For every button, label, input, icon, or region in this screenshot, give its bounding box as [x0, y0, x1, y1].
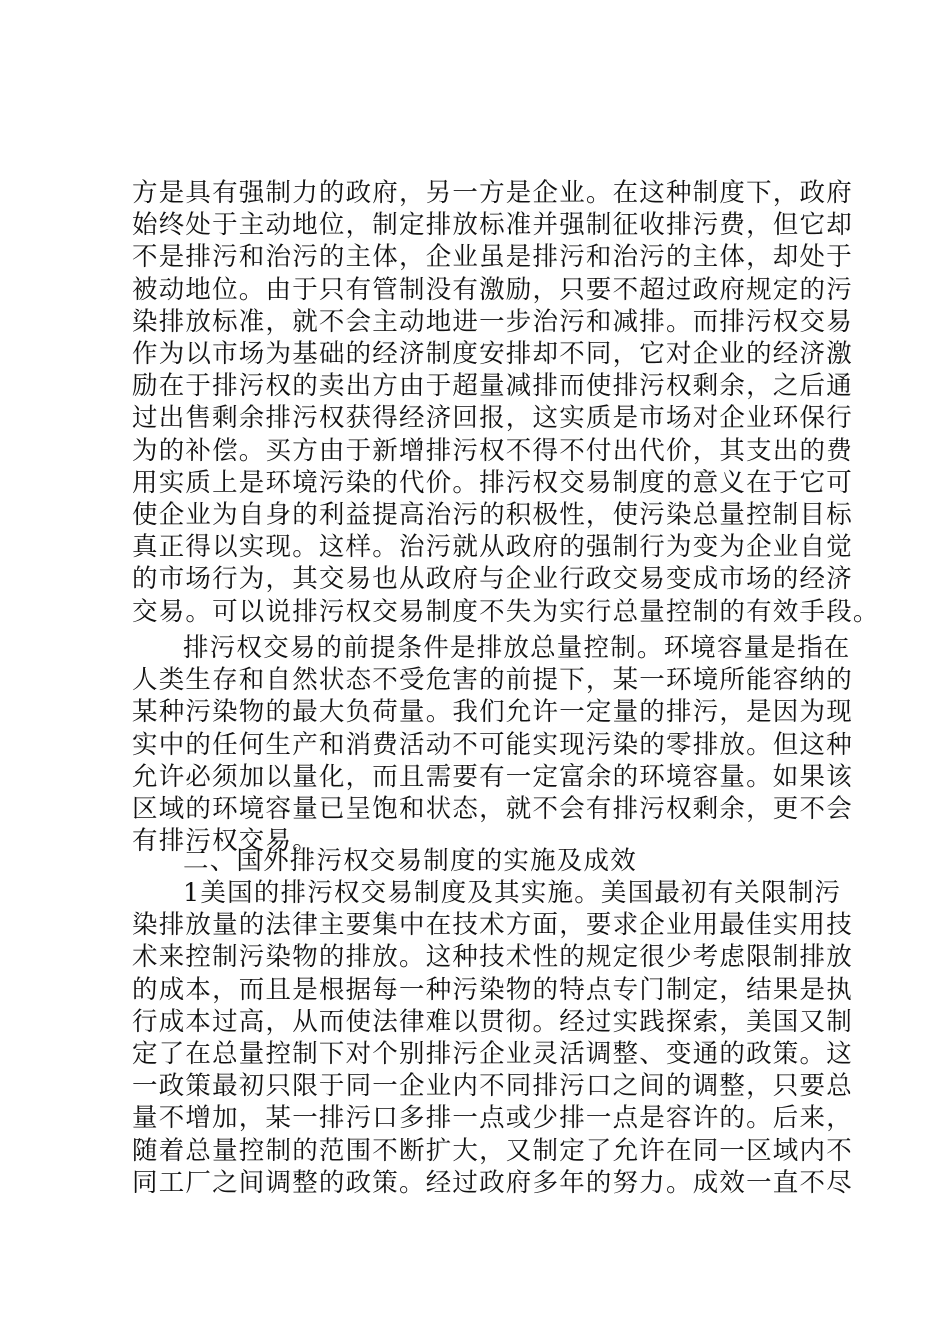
text-line: 实中的任何生产和消费活动不可能实现污染的零排放。但这种 [132, 729, 853, 760]
text-line: 随着总量控制的范围不断扩大，又制定了允许在同一区域内不 [132, 1135, 853, 1166]
text-line: 量不增加，某一排污口多排一点或少排一点是容许的。后来， [132, 1103, 853, 1134]
text-line: 交易。可以说排污权交易制度不失为实行总量控制的有效手段。 [132, 596, 880, 627]
text-line: 真正得以实现。这样。治污就从政府的强制行为变为企业自觉 [132, 532, 853, 563]
section-heading: 二、国外排污权交易制度的实施及成效 [183, 846, 637, 876]
text-line: 始终处于主动地位，制定排放标准并强制征收排污费，但它却 [132, 210, 853, 241]
text-line: 定了在总量控制下对个别排污企业灵活调整、变通的政策。这 [132, 1039, 853, 1070]
text-line: 同工厂之间调整的政策。经过政府多年的努力。成效一直不尽 [132, 1167, 853, 1198]
text-line: 区域的环境容量已呈饱和状态，就不会有排污权剩余，更不会 [132, 794, 853, 825]
section-heading-block [132, 845, 832, 877]
text-line: 的成本，而且是根据每一种污染物的特点专门制定，结果是执 [132, 974, 853, 1005]
paragraph-2 [132, 632, 853, 857]
text-line: 励在于排污权的卖出方由于超量减排而使排污权剩余，之后通 [132, 371, 853, 402]
text-line: 染排放量的法律主要集中在技术方面，要求企业用最佳实用技 [132, 910, 853, 941]
text-line: 方是具有强制力的政府，另一方是企业。在这种制度下，政府 [132, 178, 853, 208]
text-line: 术来控制污染物的排放。这种技术性的规定很少考虑限制排放 [132, 942, 853, 973]
text-line: 人类生存和自然状态不受危害的前提下，某一环境所能容纳的 [132, 665, 853, 696]
text-line: 一政策最初只限于同一企业内不同排污口之间的调整，只要总 [132, 1071, 853, 1102]
text-line: 1美国的排污权交易制度及其实施。美国最初有关限制污 [183, 878, 842, 908]
text-line: 被动地位。由于只有管制没有激励，只要不超过政府规定的污 [132, 274, 853, 305]
text-line: 不是排污和治污的主体，企业虽是排污和治污的主体，却处于 [132, 242, 853, 273]
text-line: 染排放标准，就不会主动地进一步治污和减排。而排污权交易 [132, 306, 853, 337]
text-line: 某种污染物的最大负荷量。我们允许一定量的排污，是因为现 [132, 697, 853, 728]
text-line: 为的补偿。买方由于新增排污权不得不付出代价，其支出的费 [132, 435, 853, 466]
paragraph-3 [132, 877, 853, 1199]
text-line: 的市场行为，其交易也从政府与企业行政交易变成市场的经济 [132, 564, 853, 595]
text-line: 允许必须加以量化，而且需要有一定富余的环境容量。如果该 [132, 761, 853, 792]
text-line: 过出售剩余排污权获得经济回报，这实质是市场对企业环保行 [132, 403, 853, 434]
paragraph-1 [132, 177, 880, 628]
text-line: 行成本过高，从而使法律难以贯彻。经过实践探索，美国又制 [132, 1006, 853, 1037]
text-line: 使企业为自身的利益提高治污的积极性，使污染总量控制目标 [132, 500, 853, 531]
text-line: 有排污权交易。 [132, 826, 319, 857]
text-line: 排污权交易的前提条件是排放总量控制。环境容量是指在 [183, 633, 851, 663]
text-line: 作为以市场为基础的经济制度安排却不同，它对企业的经济激 [132, 339, 853, 370]
text-line: 用实质上是环境污染的代价。排污权交易制度的意义在于它可 [132, 467, 853, 498]
